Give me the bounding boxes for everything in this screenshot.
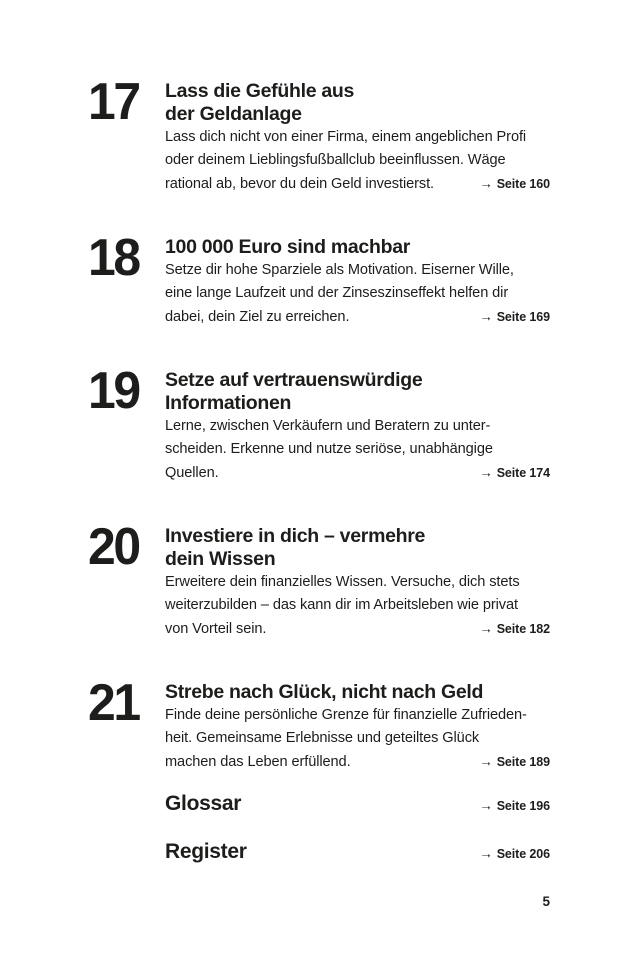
- chapter-number: 21: [88, 674, 139, 732]
- summary-line: Lerne, zwischen Verkäufern und Beratern zu unter-: [165, 418, 491, 434]
- arrow-right-icon: →: [479, 465, 493, 480]
- page-ref: [479, 617, 550, 641]
- summary-line: heit. Gemeinsame Erlebnisse und geteiltes Glück: [165, 730, 480, 746]
- summary-line: Finde deine persönliche Grenze für finanzielle Zufrieden-: [165, 707, 527, 723]
- spacer: [88, 792, 165, 816]
- summary-line: eine lange Laufzeit und der Zinseszinseffekt helfen dir: [165, 285, 509, 301]
- chapter-title-line: Lass die Gefühle aus: [165, 80, 355, 102]
- summary-line: weiterzubilden – das kann dir im Arbeitsleben wie privat: [165, 597, 518, 613]
- summary-line: Setze dir hohe Sparziele als Motivation. Eiserner Wille,: [165, 262, 514, 278]
- chapter-summary: [165, 259, 550, 329]
- chapter-number: 18: [88, 229, 139, 287]
- summary-line: scheiden. Erkenne und nutze seriöse, unabhängige: [165, 441, 493, 457]
- chapter-title-line: der Geldanlage: [165, 103, 302, 125]
- toc-entry-21: [88, 674, 550, 774]
- chapter-number: 17: [88, 73, 139, 131]
- chapter-summary: [165, 126, 550, 196]
- summary-line-text: rational ab, bevor du dein Geld investierst.: [165, 176, 434, 192]
- arrow-right-icon: →: [479, 798, 493, 813]
- chapter-title-line: Setze auf vertrauenswürdige: [165, 369, 423, 391]
- arrow-right-icon: →: [479, 621, 493, 636]
- chapter-content: [165, 681, 550, 774]
- arrow-right-icon: →: [479, 846, 493, 861]
- toc-entry-17: [88, 73, 550, 196]
- page-ref: [479, 846, 550, 861]
- chapter-title-line: Strebe nach Glück, nicht nach Geld: [165, 681, 484, 703]
- toc-entry-18: [88, 229, 550, 329]
- chapter-title-line: Investiere in dich – vermehre: [165, 525, 426, 547]
- chapter-title: [165, 681, 550, 704]
- page-ref-label: Seite 196: [496, 799, 550, 813]
- arrow-right-icon: →: [479, 176, 493, 191]
- page-ref: [479, 461, 550, 485]
- summary-line-text: Quellen.: [165, 465, 219, 481]
- page-ref-label: Seite 169: [496, 310, 550, 324]
- chapter-content: [165, 80, 550, 196]
- footer-line: [165, 792, 550, 816]
- spacer: [88, 840, 165, 864]
- page-ref-label: Seite 174: [496, 466, 550, 480]
- section-title: Register: [165, 840, 247, 863]
- page-ref: [479, 750, 550, 774]
- page-ref: [479, 172, 550, 196]
- summary-line-text: dabei, dein Ziel zu erreichen.: [165, 309, 350, 325]
- toc-entry-glossar: [88, 792, 550, 816]
- summary-line-text: von Vorteil sein.: [165, 621, 267, 637]
- chapter-title: [165, 525, 550, 571]
- footer-line: [165, 840, 550, 864]
- chapter-content: [165, 525, 550, 641]
- page-number: 5: [542, 894, 550, 909]
- page-ref-label: Seite 160: [496, 177, 550, 191]
- chapter-content: [165, 236, 550, 329]
- summary-line: Erweitere dein finanzielles Wissen. Versuche, dich stets: [165, 574, 520, 590]
- chapter-title: [165, 236, 550, 259]
- chapter-summary: [165, 415, 550, 485]
- chapter-title: [165, 369, 550, 415]
- toc-entry-register: [88, 840, 550, 864]
- page-ref: [479, 798, 550, 813]
- summary-line: oder deinem Lieblingsfußballclub beeinflussen. Wäge: [165, 152, 506, 168]
- page-ref-label: Seite 182: [496, 622, 550, 636]
- chapter-number: 19: [88, 362, 139, 420]
- summary-last-line: [165, 305, 550, 329]
- chapter-title: [165, 80, 550, 126]
- page-ref-label: Seite 189: [496, 755, 550, 769]
- summary-last-line: [165, 172, 550, 196]
- summary-last-line: [165, 617, 550, 641]
- arrow-right-icon: →: [479, 309, 493, 324]
- page-ref: [479, 305, 550, 329]
- chapter-number: 20: [88, 518, 139, 576]
- chapter-summary: [165, 571, 550, 641]
- section-title: Glossar: [165, 792, 242, 815]
- summary-last-line: [165, 750, 550, 774]
- toc-entry-20: [88, 518, 550, 641]
- chapter-content: [165, 369, 550, 485]
- summary-line-text: machen das Leben erfüllend.: [165, 754, 351, 770]
- chapter-summary: [165, 704, 550, 774]
- chapter-title-line: dein Wissen: [165, 548, 276, 570]
- summary-line: Lass dich nicht von einer Firma, einem angeblichen Profi: [165, 129, 527, 145]
- page-ref-label: Seite 206: [496, 847, 550, 861]
- arrow-right-icon: →: [479, 754, 493, 769]
- toc-entry-19: [88, 362, 550, 485]
- chapter-title-line: 100 000 Euro sind machbar: [165, 236, 411, 258]
- chapter-title-line: Informationen: [165, 392, 292, 414]
- summary-last-line: [165, 461, 550, 485]
